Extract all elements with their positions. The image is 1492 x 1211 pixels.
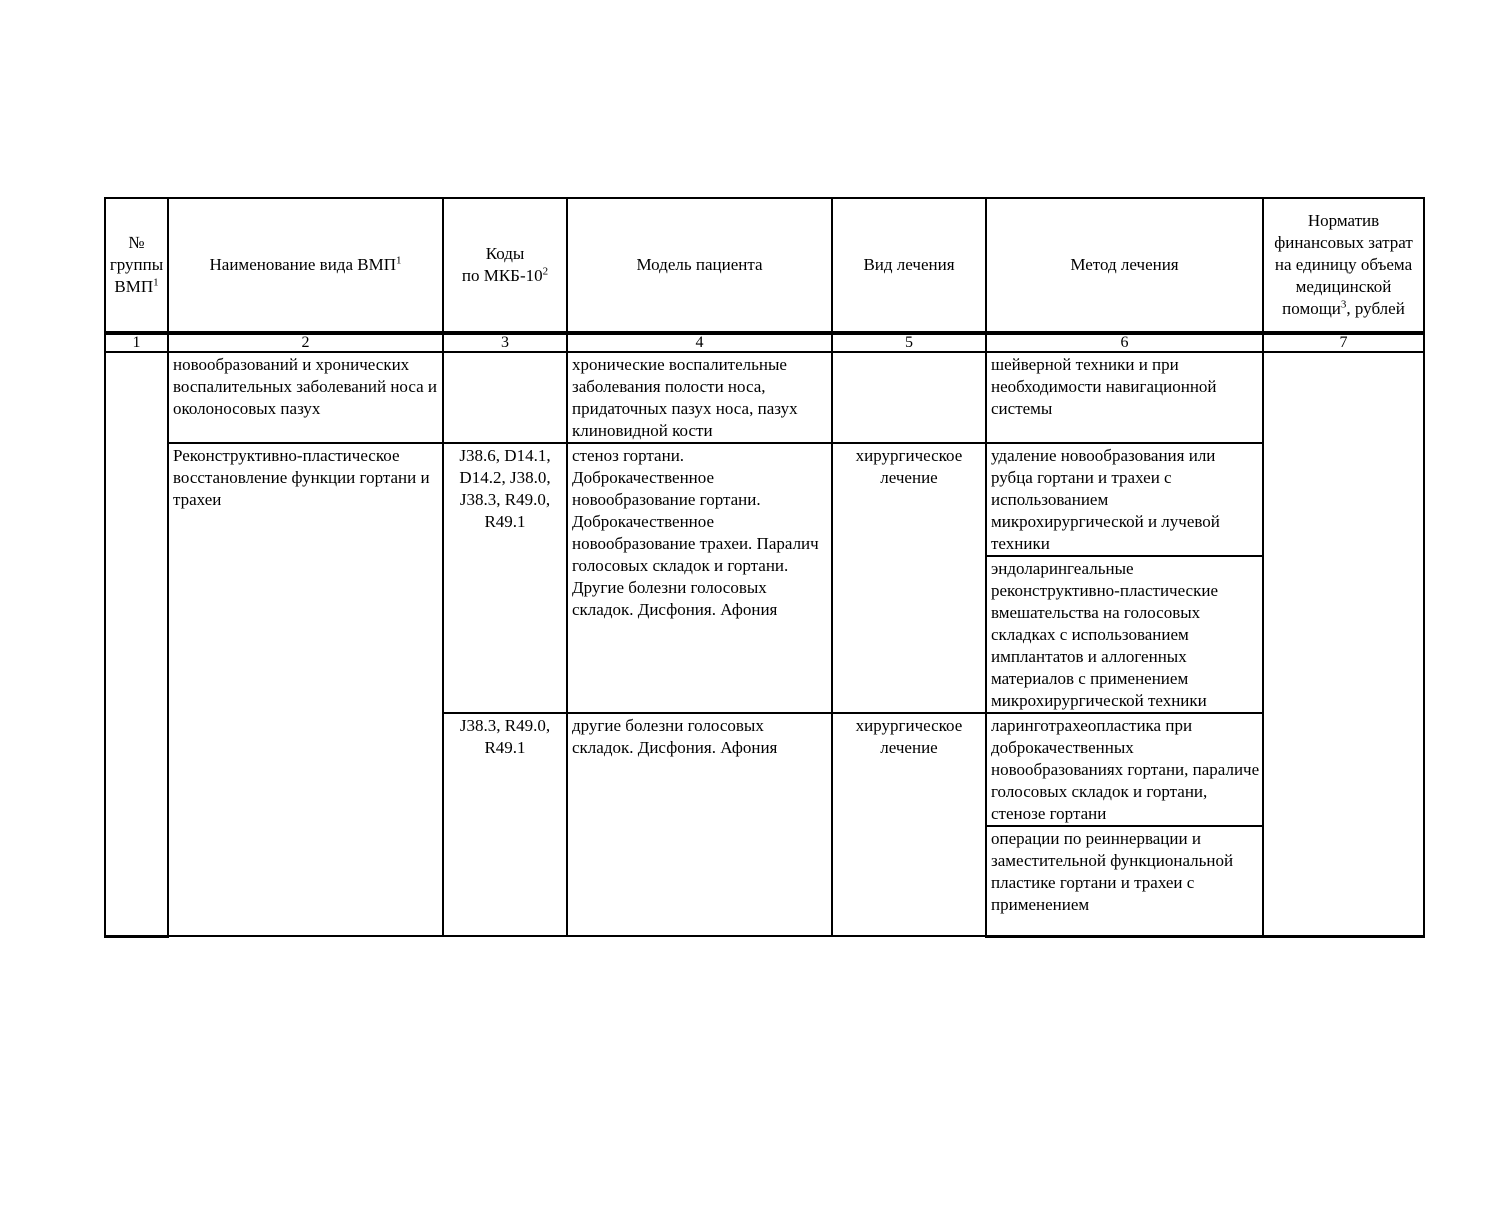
header-icd-codes xyxy=(443,198,567,333)
cell-method-1: шейверной техники и при необходимости навигационной системы xyxy=(986,352,1263,443)
header-icd-line2-text: по МКБ-10 xyxy=(461,266,543,285)
header-icd-line2 xyxy=(447,265,563,287)
cell-treatment-type-3: хирургическое лечение xyxy=(832,713,986,936)
header-cost-standard xyxy=(1263,198,1424,333)
cell-patient-model-2: стеноз гортани. Доброкачественное новообразование гортани. Доброкачественное новообразование трахеи. Паралич голосовых складок и гортани. Другие болезни голосовых складок. Дисфония. Афония xyxy=(567,443,832,713)
cell-group-number-empty xyxy=(105,352,168,936)
footnote-ref-2: 2 xyxy=(542,265,549,278)
footnote-ref-1: 1 xyxy=(153,276,159,289)
cell-icd-codes-2: J38.6, D14.1, D14.2, J38.0, J38.3, R49.0, R49.1 xyxy=(443,443,567,713)
header-patient-model xyxy=(567,198,832,333)
footnote-ref-1b: 1 xyxy=(395,254,402,267)
header-group-number xyxy=(105,198,168,333)
cell-treatment-type-empty xyxy=(832,352,986,443)
column-number-5: 5 xyxy=(832,333,986,352)
vmp-tariff-table xyxy=(104,197,1425,938)
header-icd-line1: Коды xyxy=(485,244,525,263)
cell-icd-codes-3: J38.3, R49.0, R49.1 xyxy=(443,713,567,936)
column-number-2: 2 xyxy=(168,333,443,352)
column-number-3: 3 xyxy=(443,333,567,352)
header-vmp-name xyxy=(168,198,443,333)
cell-cost-empty xyxy=(1263,352,1424,936)
header-treatment-method xyxy=(986,198,1263,333)
header-treatment-type-text: Вид лечения xyxy=(863,255,955,274)
cell-method-3b: операции по реиннервации и заместительной функциональной пластике гортани и трахеи с применением xyxy=(986,826,1263,936)
column-number-row xyxy=(105,333,1424,352)
column-number-1: 1 xyxy=(105,333,168,352)
cell-patient-model-1: хронические воспалительные заболевания полости носа, придаточных пазух носа, пазух клиновидной кости xyxy=(567,352,832,443)
header-patient-model-text: Модель пациента xyxy=(636,255,763,274)
column-number-7: 7 xyxy=(1263,333,1424,352)
cell-icd-codes-empty xyxy=(443,352,567,443)
cell-method-2b: эндоларингеальные реконструктивно-пластические вмешательства на голосовых складках с использованием имплантатов и аллогенных материалов с применением микрохирургической техники xyxy=(986,556,1263,713)
column-number-4: 4 xyxy=(567,333,832,352)
footnote-ref-3: 3 xyxy=(1340,298,1347,311)
cell-method-2a: удаление новообразования или рубца гортани и трахеи с использованием микрохирургической и лучевой техники xyxy=(986,443,1263,556)
cell-method-3a: ларинготрахеопластика при доброкачественных новообразованиях гортани, параличе голосовых складок и гортани, стенозе гортани xyxy=(986,713,1263,826)
header-row xyxy=(105,198,1424,333)
header-group-number-text: № группы ВМП xyxy=(109,233,164,296)
header-treatment-method-text: Метод лечения xyxy=(1070,255,1179,274)
cell-treatment-type-2: хирургическое лечение xyxy=(832,443,986,713)
header-cost-standard-suffix: , рублей xyxy=(1346,299,1405,318)
cell-vmp-name-reconstruction: Реконструктивно-пластическое восстановление функции гортани и трахеи xyxy=(168,443,443,936)
header-vmp-name-text: Наименование вида ВМП xyxy=(209,255,396,274)
cell-vmp-name-continuation: новообразований и хронических воспалительных заболеваний носа и околоносовых пазух xyxy=(168,352,443,443)
table-row-continuation xyxy=(105,352,1424,443)
header-cost-standard-text: Норматив финансовых затрат на единицу объема медицинской помощи xyxy=(1274,211,1413,318)
header-treatment-type xyxy=(832,198,986,333)
cell-patient-model-3: другие болезни голосовых складок. Дисфония. Афония xyxy=(567,713,832,936)
table-row-reconstruction xyxy=(105,443,1424,556)
column-number-6: 6 xyxy=(986,333,1263,352)
